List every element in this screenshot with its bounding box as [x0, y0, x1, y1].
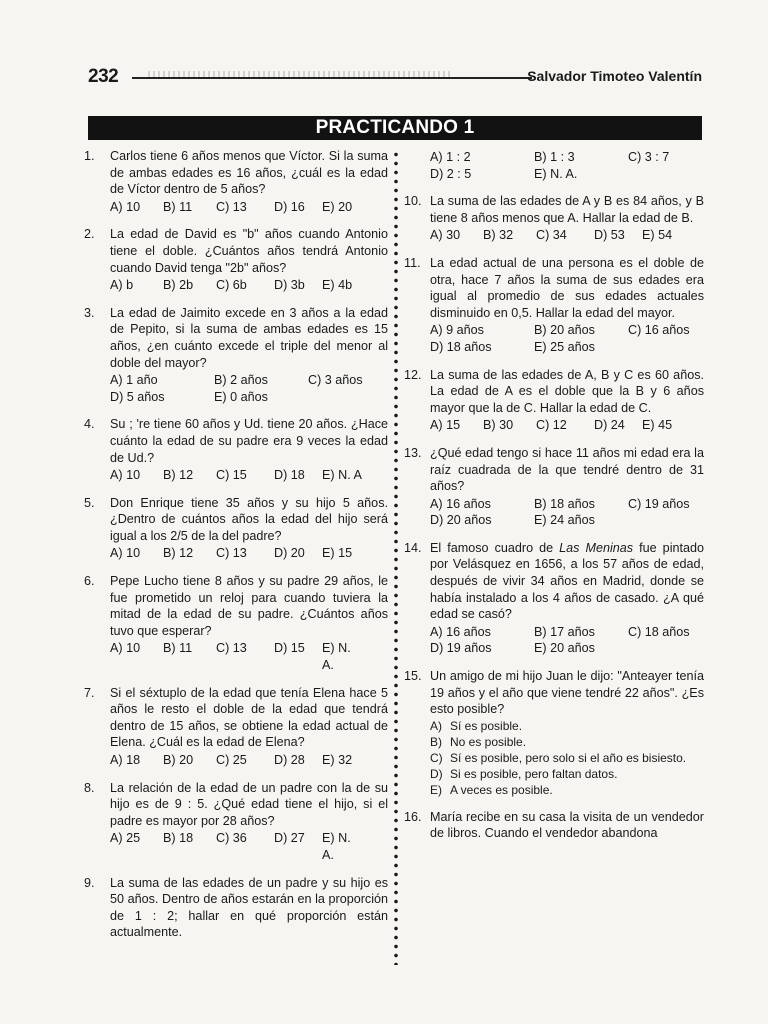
- option-b: B) 20 años: [534, 323, 595, 338]
- question-number: 4.: [84, 417, 95, 432]
- option-c: C) 36: [216, 831, 247, 846]
- option-c: C) 6b: [216, 278, 247, 293]
- header-rule: [132, 77, 532, 79]
- option-d: D) 19 años: [430, 641, 492, 656]
- option-d: D) 27: [274, 831, 305, 846]
- option-b: B) 2 años: [214, 373, 268, 388]
- question-number: 7.: [84, 685, 95, 700]
- option-a: A) 16 años: [430, 496, 491, 511]
- question-text: ¿Qué edad tengo si hace 11 años mi edad era la raíz cuadrada de la que tendré dentro de 31 años?: [430, 445, 704, 494]
- option-b: B) 12: [163, 468, 194, 483]
- answer-options: [430, 496, 704, 529]
- question-text: Don Enrique tiene 35 años y su hijo 5 años. ¿Dentro de cuántos años la edad del hijo será igual a los 2/5 de la del padre?: [110, 495, 388, 543]
- list-item: [430, 750, 704, 766]
- option-c: C) 3 : 7: [628, 150, 670, 164]
- list-item: [430, 766, 704, 782]
- question-text: La edad actual de una persona es el doble de otra, hace 7 años la suma de sus edades era igual al promedio de sus edades actuales disminuido en 0,5. Hallar la edad del mayor.: [430, 255, 704, 320]
- question-number: 14.: [404, 540, 422, 555]
- question-number: 12.: [404, 367, 422, 382]
- option-a: A) 15: [430, 418, 461, 433]
- option-e: E) 25 años: [534, 339, 595, 354]
- option-a: A) b: [110, 278, 134, 293]
- option-text: A veces es posible.: [450, 782, 553, 797]
- answer-options: [430, 149, 704, 182]
- option-e: E) N. A.: [322, 831, 351, 862]
- question-text: [430, 540, 704, 623]
- list-item: [430, 734, 704, 750]
- question-2: [84, 226, 388, 293]
- option-b: B) 1 : 3: [534, 150, 575, 164]
- option-text: Si es posible, pero faltan datos.: [450, 766, 618, 781]
- option-d: D) 20 años: [430, 513, 492, 528]
- option-d: D) 18: [274, 468, 305, 483]
- question-number: 13.: [404, 445, 422, 460]
- section-title: PRACTICANDO 1: [88, 116, 702, 140]
- option-d: D) 16: [274, 199, 305, 214]
- option-c: C) 19 años: [628, 496, 690, 511]
- option-e: E) 20 años: [534, 641, 595, 656]
- page-number: 232: [88, 66, 119, 87]
- option-d: D) 18 años: [430, 339, 492, 354]
- option-c: C) 13: [216, 641, 247, 656]
- question-number: 3.: [84, 305, 95, 320]
- painting-title: Las Meninas: [559, 540, 634, 555]
- option-a: A) 10: [110, 199, 141, 214]
- option-b: B) 18: [163, 831, 194, 846]
- page-header: [88, 66, 702, 92]
- option-d: D) 53: [594, 228, 625, 243]
- question-12: [404, 367, 704, 434]
- option-a: A) 9 años: [430, 323, 484, 338]
- option-a: A) 16 años: [430, 624, 491, 639]
- column-divider: [392, 150, 400, 965]
- right-column: [404, 148, 704, 853]
- question-number: 10.: [404, 194, 422, 209]
- option-a: A) 10: [110, 546, 141, 561]
- question-text: Pepe Lucho tiene 8 años y su padre 29 años, le fue prometido un reloj para cuando tuviera la mitad de la edad de su padre. ¿Cuántos años tuvo que esperar?: [110, 574, 388, 638]
- question-9: [84, 875, 388, 941]
- answer-options: [110, 467, 388, 484]
- question-text: La suma de las edades de A, B y C es 60 años. La edad de A es el doble que la B y 6 años mayor que la de C. Hallar la edad de C.: [430, 367, 704, 415]
- question-text: La suma de las edades de un padre y su hijo es 50 años. Dentro de años estarán en la proporción de 1 : 2; hallar en qué proporción están actualmente.: [110, 875, 388, 940]
- question-number: 5.: [84, 495, 95, 510]
- option-e: E) N. A.: [322, 641, 351, 673]
- option-b: B) 20: [163, 753, 194, 767]
- question-text: La edad de David es "b" años cuando Antonio tiene el doble. ¿Cuántos años tendrá Antonio cuando David tenga "2b" años?: [110, 227, 388, 275]
- answer-options: [110, 545, 388, 562]
- option-b: B) 12: [163, 546, 194, 561]
- option-b: B) 18 años: [534, 496, 595, 511]
- option-a: A) 10: [110, 641, 141, 656]
- list-item: [430, 782, 704, 798]
- question-9-options: [404, 149, 704, 182]
- option-letter: E): [430, 782, 442, 797]
- question-10: [404, 193, 704, 244]
- option-text: Sí es posible.: [450, 718, 523, 733]
- answer-options: [110, 372, 388, 405]
- question-number: 16.: [404, 809, 422, 824]
- question-text-part: fue pintado por Velásquez en 1656, a los 57 años de edad, después de vivir 34 años en Madrid, donde se había instalado a los 4 años de casado. ¿A qué edad se casó?: [430, 540, 705, 622]
- question-number: 8.: [84, 780, 95, 795]
- option-d: D) 3b: [274, 278, 305, 293]
- option-e: E) 15: [322, 546, 353, 561]
- answer-options: [110, 640, 388, 673]
- question-text: Su ; 're tiene 60 años y Ud. tiene 20 años. ¿Hace cuánto la edad de su padre era 9 veces la edad de Ud.?: [110, 417, 388, 465]
- answer-options: [430, 227, 704, 244]
- option-b: B) 2b: [163, 278, 194, 293]
- option-e: E) 24 años: [534, 513, 595, 528]
- question-11: [404, 255, 704, 356]
- option-c: C) 13: [216, 199, 247, 214]
- option-b: B) 11: [163, 199, 193, 214]
- option-e: E) N. A: [322, 468, 362, 483]
- option-e: E) 45: [642, 418, 673, 433]
- option-a: A) 25: [110, 831, 141, 846]
- option-c: C) 3 años: [308, 373, 363, 388]
- question-5: [84, 495, 388, 562]
- question-text: Si el séxtuplo de la edad que tenía Elena hace 5 años le resto el doble de la edad que tendrá dentro de 15 años, se obtiene la edad actual de Elena. ¿Cuál es la edad de Elena?: [110, 685, 388, 750]
- option-letter: A): [430, 718, 442, 733]
- option-a: A) 10: [110, 468, 141, 483]
- answer-options: [110, 830, 388, 863]
- option-letter: C): [430, 750, 443, 765]
- question-text: La suma de las edades de A y B es 84 años, y B tiene 8 años menos que A. Hallar la edad de B.: [430, 194, 704, 225]
- question-16: [404, 809, 704, 842]
- question-text: María recibe en su casa la visita de un vendedor de libros. Cuando el vendedor abandona: [430, 809, 704, 841]
- option-text: No es posible.: [450, 734, 527, 749]
- option-b: B) 32: [483, 228, 514, 243]
- question-15: [404, 668, 704, 798]
- option-d: D) 20: [274, 546, 305, 561]
- answer-options: [110, 199, 388, 216]
- option-c: C) 16 años: [628, 323, 690, 338]
- answer-list: [430, 718, 704, 798]
- option-c: C) 12: [536, 418, 567, 433]
- option-d: D) 15: [274, 641, 305, 656]
- question-text: Carlos tiene 6 años menos que Víctor. Si la suma de ambas edades es 16 años, ¿cuál es la edad de Víctor dentro de 5 años?: [110, 149, 388, 197]
- answer-options: [430, 624, 704, 657]
- option-text: Sí es posible, pero solo si el año es bisiesto.: [450, 750, 687, 765]
- question-14: [404, 540, 704, 657]
- left-column: [84, 148, 388, 952]
- question-number: 6.: [84, 574, 95, 589]
- author-name: Salvador Timoteo Valentín: [527, 68, 702, 84]
- option-b: B) 11: [163, 641, 193, 656]
- question-7: [84, 685, 388, 769]
- question-13: [404, 445, 704, 529]
- option-e: E) 4b: [322, 278, 353, 293]
- question-number: 15.: [404, 669, 422, 684]
- answer-options: [110, 277, 388, 294]
- question-number: 9.: [84, 875, 95, 890]
- option-c: C) 13: [216, 546, 247, 561]
- option-b: B) 17 años: [534, 624, 595, 639]
- question-number: 2.: [84, 227, 95, 242]
- option-a: A) 1 : 2: [430, 150, 471, 164]
- question-8: [84, 780, 388, 864]
- question-text: La relación de la edad de un padre con la de su hijo es de 9 : 5. ¿Qué edad tiene el hijo, si el padre es mayor por 28 años?: [110, 780, 388, 828]
- option-a: A) 30: [430, 228, 461, 243]
- option-a: A) 1 año: [110, 373, 158, 388]
- option-c: C) 25: [216, 753, 247, 767]
- option-letter: D): [430, 766, 443, 781]
- option-a: A) 18: [110, 753, 141, 767]
- option-letter: B): [430, 734, 442, 749]
- option-b: B) 30: [483, 418, 514, 433]
- question-3: [84, 305, 388, 406]
- question-6: [84, 573, 388, 674]
- option-e: E) 20: [322, 199, 353, 214]
- answer-options: [430, 417, 704, 434]
- question-number: 11.: [404, 255, 421, 270]
- option-e: E) 0 años: [214, 389, 268, 404]
- option-d: D) 2 : 5: [430, 166, 472, 181]
- answer-options: [430, 322, 704, 355]
- option-e: E) N. A.: [534, 166, 578, 181]
- option-c: C) 15: [216, 468, 247, 483]
- option-d: D) 28: [274, 753, 305, 767]
- question-4: [84, 416, 388, 483]
- option-d: D) 24: [594, 418, 625, 433]
- answer-options: [110, 752, 388, 769]
- question-text: Un amigo de mi hijo Juan le dijo: "Anteayer tenía 19 años y el año que viene tendré 22 años". ¿Es esto posible?: [430, 669, 704, 717]
- option-e: E) 32: [322, 753, 353, 767]
- option-e: E) 54: [642, 228, 673, 243]
- question-1: [84, 148, 388, 215]
- option-d: D) 5 años: [110, 389, 165, 404]
- list-item: [430, 718, 704, 734]
- question-text-part: El famoso cuadro de: [430, 540, 560, 555]
- option-c: C) 34: [536, 228, 567, 243]
- option-c: C) 18 años: [628, 624, 690, 639]
- question-number: 1.: [84, 149, 95, 163]
- question-text: La edad de Jaimito excede en 3 años a la edad de Pepito, si la suma de ambas edades es 15 años, ¿en cuánto excede el triple del menor al doble del mayor?: [110, 305, 388, 370]
